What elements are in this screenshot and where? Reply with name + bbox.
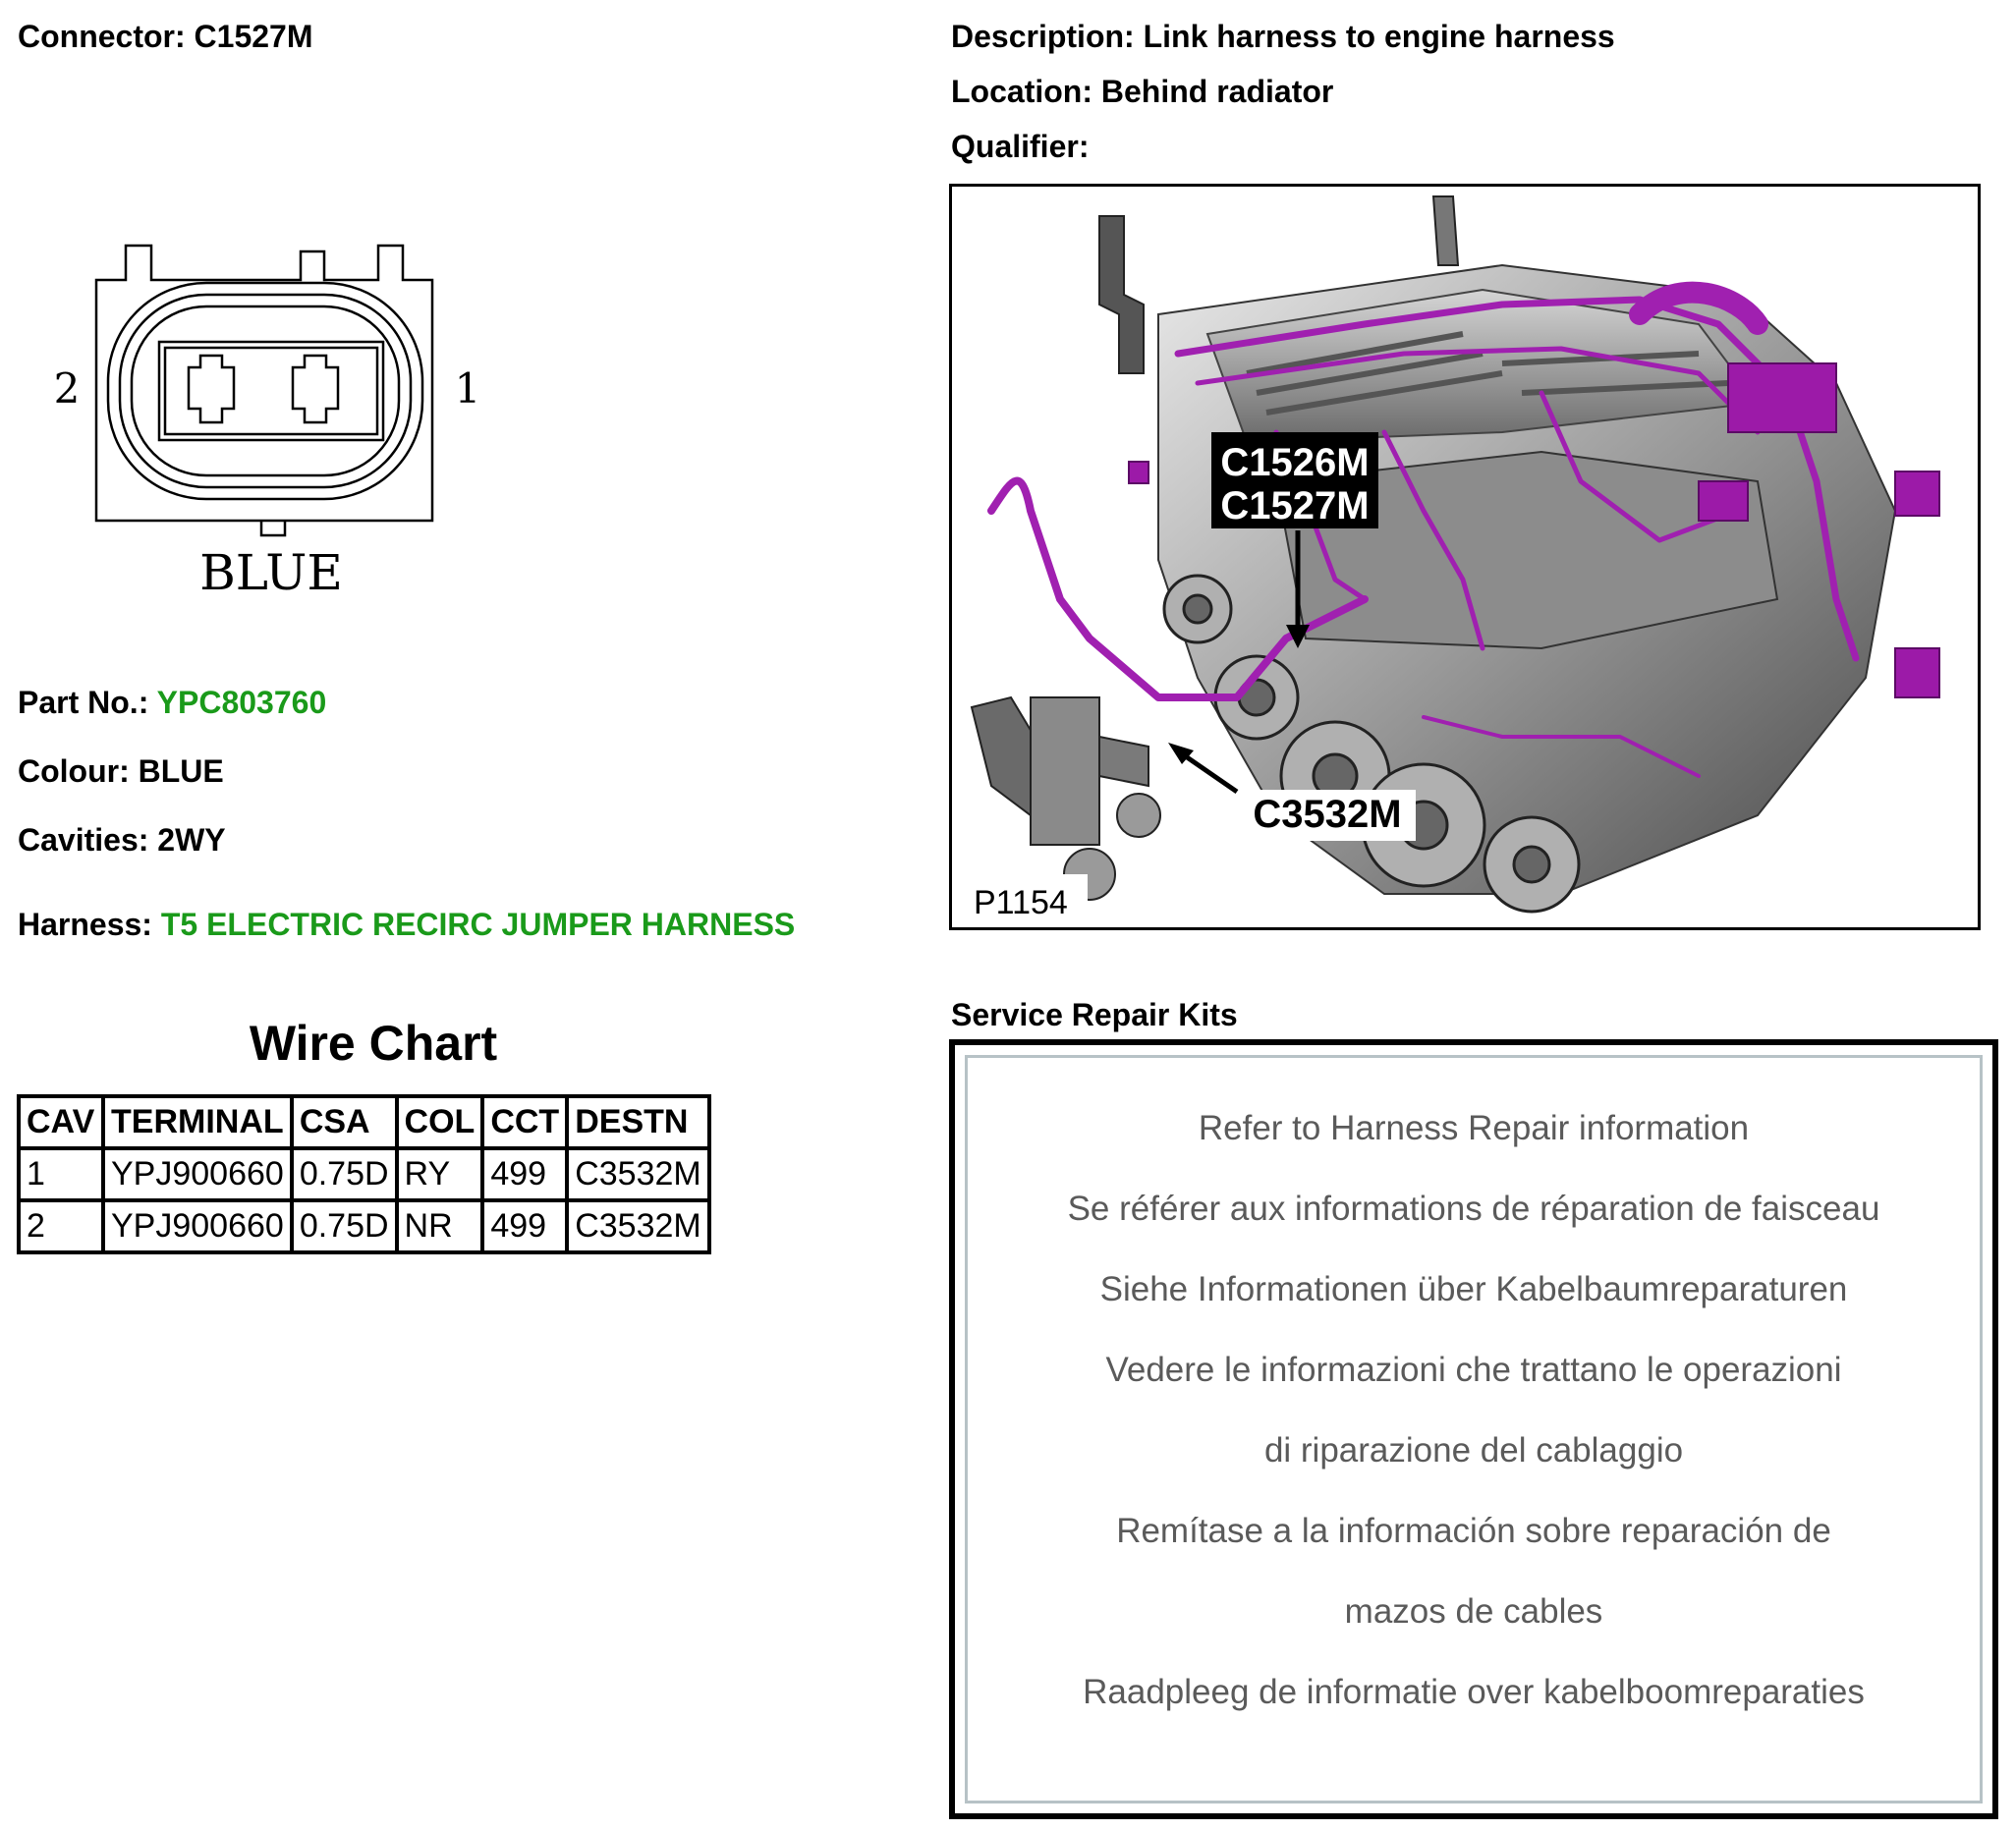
kit-line-fr: Se référer aux informations de réparation de faisceau <box>1067 1190 1880 1228</box>
part-no-label: Part No.: <box>18 685 149 720</box>
harness-line <box>18 906 795 943</box>
callout-c1526m: C1526M <box>1220 441 1370 484</box>
header-cct: CCT <box>482 1096 567 1148</box>
figure-id: P1154 <box>974 884 1068 921</box>
header-cav: CAV <box>19 1096 103 1148</box>
connector-colour-caption: BLUE <box>199 544 343 601</box>
kit-line-de: Siehe Informationen über Kabelbaumreparaturen <box>1099 1270 1848 1308</box>
cell-destn[interactable]: C3532M <box>567 1200 709 1252</box>
figure-id-box <box>964 874 1088 921</box>
connector-label: Connector: <box>18 19 186 54</box>
cell-cav: 2 <box>19 1200 103 1252</box>
service-kits-inner <box>965 1055 1983 1803</box>
qualifier-line <box>951 128 1089 165</box>
location-value: Behind radiator <box>1100 74 1334 109</box>
header-destn: DESTN <box>567 1096 709 1148</box>
table-row <box>19 1200 709 1252</box>
callout-c3532m-label: C3532M <box>1253 793 1402 836</box>
connector-heading <box>18 18 313 55</box>
part-no-value[interactable]: YPC803760 <box>156 685 327 720</box>
cell-csa: 0.75D <box>292 1200 397 1252</box>
cell-cct: 499 <box>482 1148 567 1200</box>
kit-line-es-1: Remítase a la información sobre reparación de <box>1116 1512 1831 1550</box>
pin-label-2: 2 <box>53 364 81 413</box>
connector-face-diagram <box>39 226 501 609</box>
wire-chart-header-row <box>19 1096 709 1148</box>
location-line <box>951 73 1333 110</box>
kit-line-es-2: mazos de cables <box>1344 1592 1603 1631</box>
cell-col: NR <box>397 1200 483 1252</box>
service-kits-box <box>949 1039 1998 1819</box>
description-label: Description: <box>951 19 1135 54</box>
cavities-label: Cavities: <box>18 822 149 858</box>
cavities-line <box>18 821 226 859</box>
colour-line <box>18 752 224 790</box>
cell-destn[interactable]: C3532M <box>567 1148 709 1200</box>
description-value: Link harness to engine harness <box>1143 19 1615 54</box>
cell-col: RY <box>397 1148 483 1200</box>
wire-chart-table <box>17 1094 711 1254</box>
header-terminal: TERMINAL <box>103 1096 292 1148</box>
qualifier-label: Qualifier: <box>951 129 1090 164</box>
service-kits-title: Service Repair Kits <box>951 997 1238 1032</box>
cell-terminal: YPJ900660 <box>103 1148 292 1200</box>
connector-id: C1527M <box>194 19 313 54</box>
part-no-line <box>18 684 326 721</box>
kit-line-nl: Raadpleeg de informatie over kabelboomreparaties <box>1083 1673 1865 1711</box>
harness-label: Harness: <box>18 907 152 942</box>
description-line <box>951 18 1615 55</box>
kit-line-it-2: di riparazione del cablaggio <box>1263 1431 1684 1470</box>
callout-c1527m: C1527M <box>1220 484 1370 527</box>
cell-csa: 0.75D <box>292 1148 397 1200</box>
cell-cct: 499 <box>482 1200 567 1252</box>
cell-terminal: YPJ900660 <box>103 1200 292 1252</box>
colour-value: BLUE <box>138 753 224 789</box>
engine-location-image <box>949 184 1981 930</box>
table-row <box>19 1148 709 1200</box>
harness-value[interactable]: T5 ELECTRIC RECIRC JUMPER HARNESS <box>160 907 796 942</box>
colour-label: Colour: <box>18 753 130 789</box>
wire-chart-title: Wire Chart <box>249 1016 498 1071</box>
pin-label-1: 1 <box>454 364 481 413</box>
kit-line-it-1: Vedere le informazioni che trattano le operazioni <box>1105 1351 1842 1389</box>
header-col: COL <box>397 1096 483 1148</box>
kit-line-en: Refer to Harness Repair information <box>1198 1109 1750 1147</box>
engine-illustration <box>952 187 1978 927</box>
recirc-valve <box>972 697 1160 900</box>
header-csa: CSA <box>292 1096 397 1148</box>
cavities-value: 2WY <box>157 822 226 858</box>
location-label: Location: <box>951 74 1092 109</box>
cell-cav: 1 <box>19 1148 103 1200</box>
